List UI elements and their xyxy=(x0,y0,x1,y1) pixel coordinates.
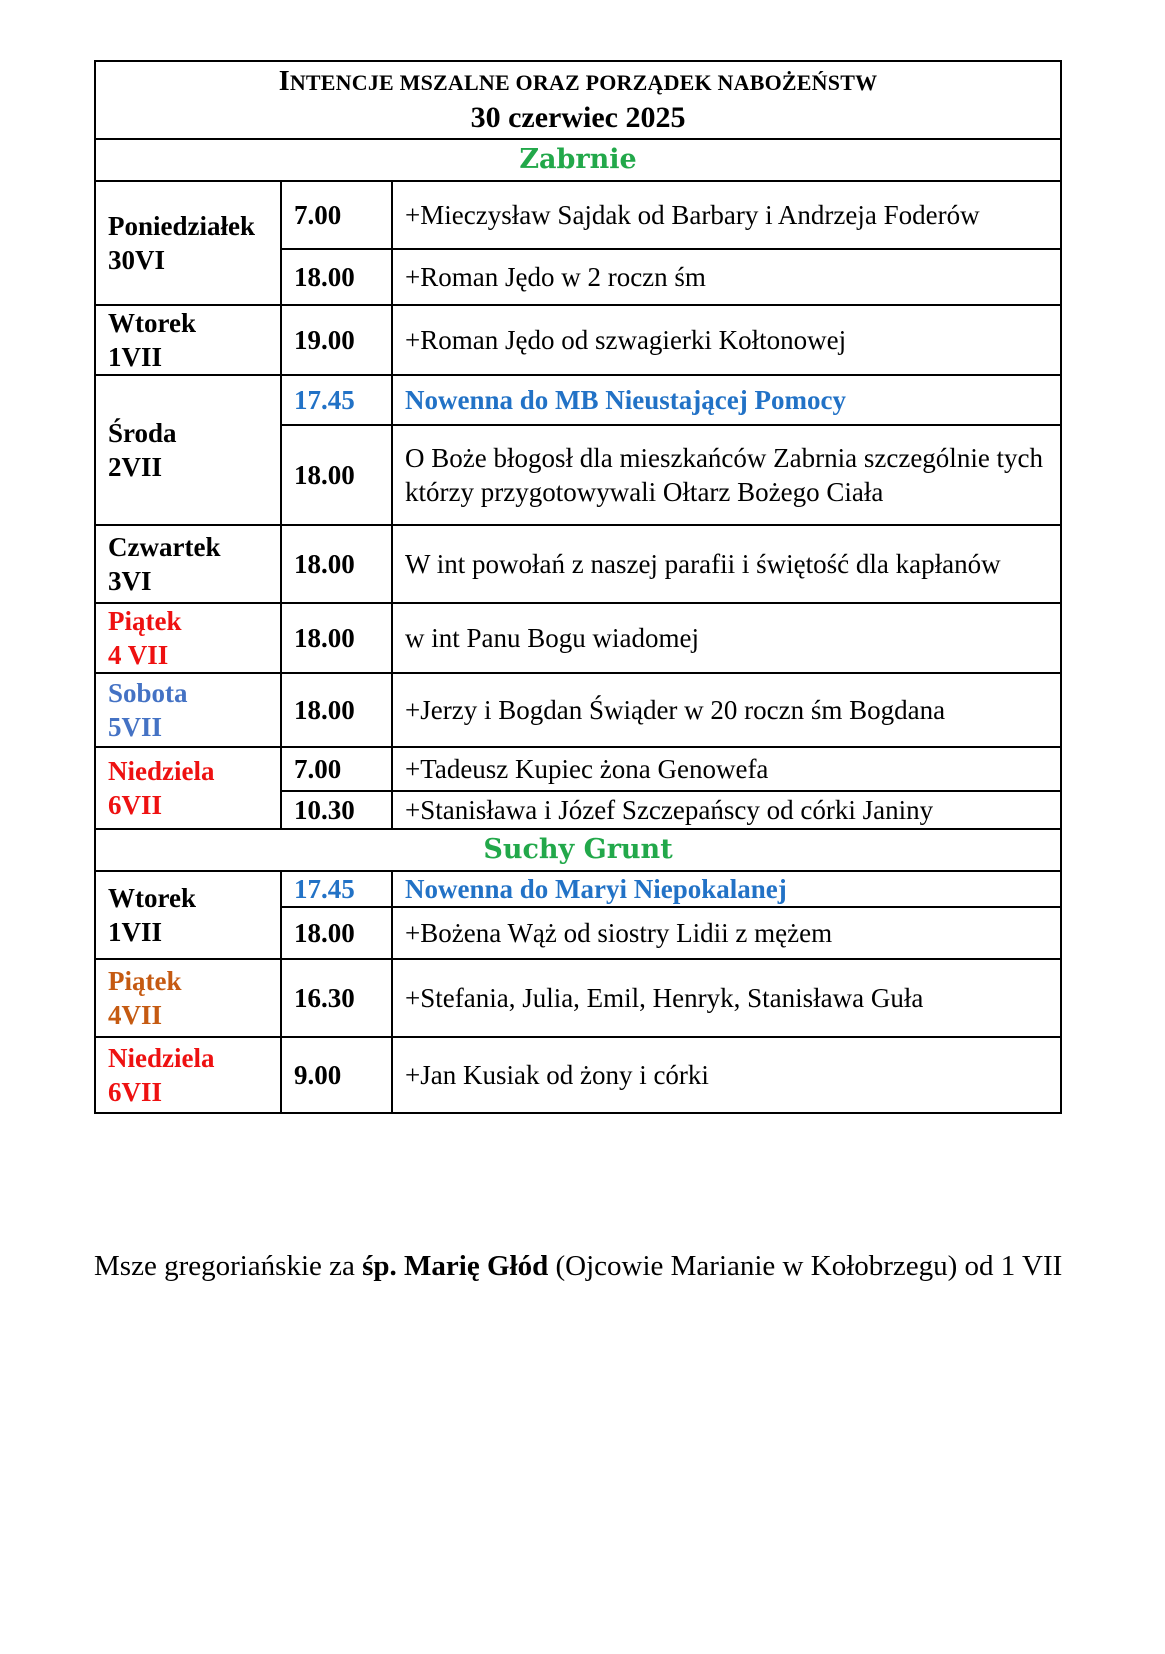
mass-time: 16.30 xyxy=(281,959,392,1037)
day-date: 4VII xyxy=(108,1000,163,1030)
day-date: 6VII xyxy=(108,1077,163,1107)
schedule-row xyxy=(95,871,1061,907)
mass-time: 7.00 xyxy=(281,181,392,249)
day-date: 6VII xyxy=(108,790,163,820)
day-name: Piątek xyxy=(108,966,182,996)
novena-text: Nowenna do MB Nieustającej Pomocy xyxy=(392,375,1061,425)
title-first-letter: I xyxy=(278,65,290,97)
day-cell xyxy=(95,305,281,375)
mass-time: 18.00 xyxy=(281,525,392,603)
title-rest: NTENCJE MSZALNE ORAZ PORZĄDEK NABOŻEŃSTW xyxy=(289,69,878,95)
schedule-date: 30 czerwiec 2025 xyxy=(470,100,686,134)
day-name: Czwartek xyxy=(108,532,221,562)
mass-intention: +Tadeusz Kupiec żona Genowefa xyxy=(392,747,1061,791)
day-name: Poniedziałek xyxy=(108,211,255,241)
page-title xyxy=(108,65,1048,100)
gregorian-masses-note xyxy=(94,1248,1084,1284)
mass-time: 18.00 xyxy=(281,673,392,747)
day-cell xyxy=(95,181,281,305)
novena-text: Nowenna do Maryi Niepokalanej xyxy=(392,871,1061,907)
day-name: Niedziela xyxy=(108,756,215,786)
section-row xyxy=(95,829,1061,871)
schedule-row xyxy=(95,603,1061,673)
note-prefix: Msze gregoriańskie za xyxy=(94,1250,363,1282)
mass-time: 7.00 xyxy=(281,747,392,791)
schedule-row xyxy=(95,181,1061,249)
schedule-row xyxy=(95,305,1061,375)
day-name: Wtorek xyxy=(108,883,196,913)
mass-time: 18.00 xyxy=(281,603,392,673)
day-cell xyxy=(95,673,281,747)
mass-intention: O Boże błogosł dla mieszkańców Zabrnia szczególnie tych którzy przygotowywali Ołtarz Bożego Ciała xyxy=(392,425,1061,525)
mass-intention: w int Panu Bogu wiadomej xyxy=(392,603,1061,673)
mass-time: 19.00 xyxy=(281,305,392,375)
mass-time: 10.30 xyxy=(281,791,392,829)
day-date: 1VII xyxy=(108,342,163,372)
title-row xyxy=(95,61,1061,139)
schedule-row xyxy=(95,375,1061,425)
day-name: Piątek xyxy=(108,606,182,636)
day-cell xyxy=(95,525,281,603)
mass-intention: +Jerzy i Bogdan Świąder w 20 roczn śm Bogdana xyxy=(392,673,1061,747)
mass-time: 17.45 xyxy=(281,871,392,907)
day-name: Wtorek xyxy=(108,308,196,338)
mass-time: 18.00 xyxy=(281,249,392,305)
day-cell xyxy=(95,603,281,673)
mass-intention: +Mieczysław Sajdak od Barbary i Andrzeja Foderów xyxy=(392,181,1061,249)
note-name: śp. Marię Głód xyxy=(362,1250,549,1282)
day-date: 5VII xyxy=(108,712,163,742)
day-cell xyxy=(95,375,281,525)
day-name: Sobota xyxy=(108,678,188,708)
mass-time: 18.00 xyxy=(281,425,392,525)
section-heading: Zabrnie xyxy=(95,139,1061,181)
day-date: 2VII xyxy=(108,452,163,482)
schedule-row xyxy=(95,673,1061,747)
day-name: Środa xyxy=(108,418,177,448)
mass-intention: +Roman Jędo od szwagierki Kołtonowej xyxy=(392,305,1061,375)
day-cell xyxy=(95,747,281,829)
mass-intention: +Bożena Wąż od siostry Lidii z mężem xyxy=(392,907,1061,959)
note-suffix: (Ojcowie Marianie w Kołobrzegu) od 1 VII xyxy=(548,1250,1063,1282)
day-date: 1VII xyxy=(108,917,163,947)
mass-intention: +Stefania, Julia, Emil, Henryk, Stanisława Guła xyxy=(392,959,1061,1037)
day-cell xyxy=(95,1037,281,1113)
day-cell xyxy=(95,871,281,959)
day-date: 4 VII xyxy=(108,640,169,670)
mass-intention: +Roman Jędo w 2 roczn śm xyxy=(392,249,1061,305)
schedule-row xyxy=(95,747,1061,791)
mass-intention: W int powołań z naszej parafii i świętość dla kapłanów xyxy=(392,525,1061,603)
mass-intention: +Jan Kusiak od żony i córki xyxy=(392,1037,1061,1113)
day-cell xyxy=(95,959,281,1037)
mass-time: 9.00 xyxy=(281,1037,392,1113)
mass-schedule-table xyxy=(94,60,1062,1114)
mass-time: 17.45 xyxy=(281,375,392,425)
mass-time: 18.00 xyxy=(281,907,392,959)
section-row xyxy=(95,139,1061,181)
section-heading: Suchy Grunt xyxy=(95,829,1061,871)
schedule-row xyxy=(95,525,1061,603)
schedule-row xyxy=(95,959,1061,1037)
day-date: 30VI xyxy=(108,245,166,275)
title-cell xyxy=(95,61,1061,139)
schedule-row xyxy=(95,1037,1061,1113)
day-date: 3VI xyxy=(108,566,152,596)
mass-intention: +Stanisława i Józef Szczepańscy od córki Janiny xyxy=(392,791,1061,829)
day-name: Niedziela xyxy=(108,1043,215,1073)
